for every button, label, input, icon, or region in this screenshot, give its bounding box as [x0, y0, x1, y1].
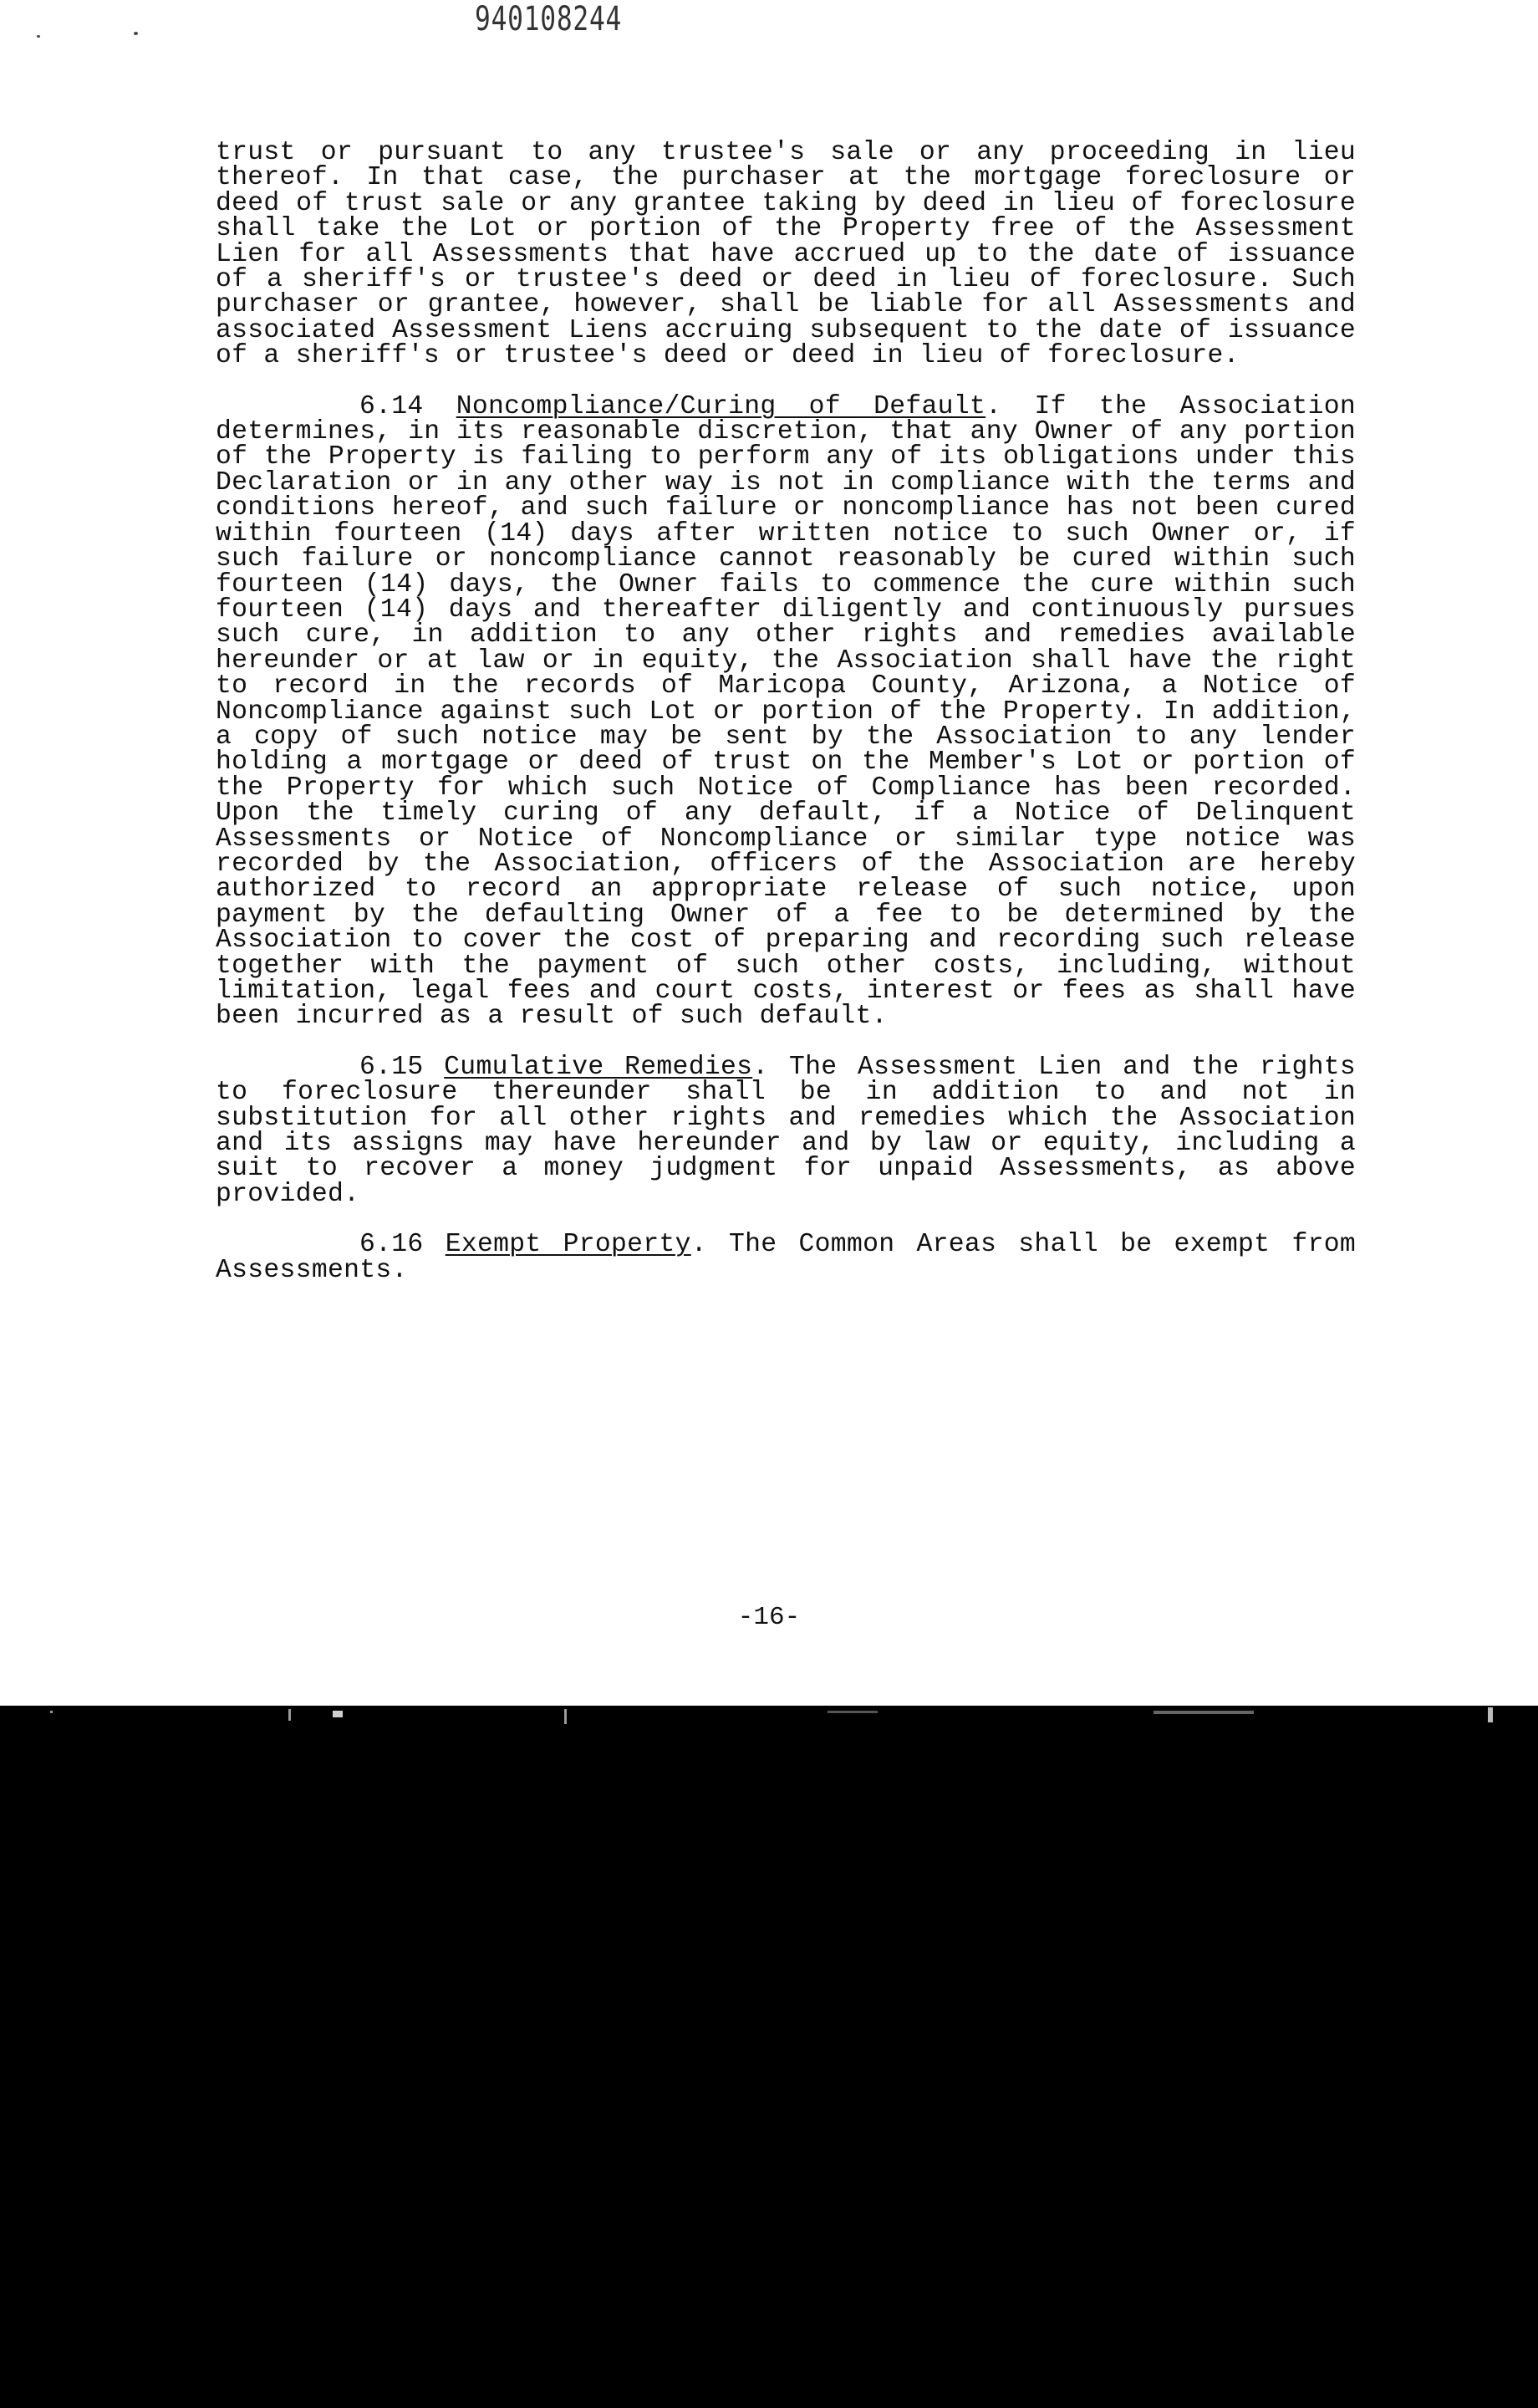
section-heading: Cumulative Remedies [444, 1052, 753, 1082]
section-text: The Common Areas shall be exempt from Assessments. [216, 1230, 1356, 1285]
page-number: -16- [737, 1603, 801, 1632]
document-recording-number: 940108244 [475, 0, 623, 38]
section-number: 6.15 [359, 1052, 424, 1082]
scan-speck [333, 1711, 343, 1717]
section-number: 6.14 [359, 391, 424, 421]
scan-speck [1154, 1711, 1254, 1714]
scan-speck [50, 1711, 53, 1713]
section-number: 6.16 [359, 1230, 424, 1260]
section-6-16: 6.16 Exempt Property. The Common Areas shall be exempt from Assessments. [216, 1230, 1356, 1285]
scan-speck [288, 1709, 291, 1721]
section-heading: Exempt Property [445, 1230, 691, 1260]
section-text: If the Association determines, in its reasonable discretion, that any Owner of any portion of the Property is failing to perform any of its obligations under this Declaration or in any other way is not in compliance with the terms and conditions hereof, and such failure or noncompliance has not been cured within fourteen (14) days after written notice to such Owner or, if such failure or noncompliance cannot reasonably be cured within such fourteen (14) days, the Owner fails to commence the cure within such fourteen (14) days and thereafter diligently and continuously pursues such cure, in addition to any other rights and remedies available hereunder or at law or in equity, the Association shall have the right to record in the records of Maricopa County, Arizona, a Notice of Noncompliance against such Lot or portion of the Property. In addition, a copy of such notice may be sent by the Association to any lender holding a mortgage or deed of trust on the Member's Lot or portion of the Property for which such Notice of Compliance has been recorded. Upon the timely curing of any default, if a Notice of Delinquent Assessments or Notice of Noncompliance or similar type notice was recorded by the Association, officers of the Association are hereby authorized to record an appropriate release of such notice, upon payment by the defaulting Owner of a fee to be determined by the Association to cover the cost of preparing and recording such release together with the payment of such other costs, including, without limitation, legal fees and court costs, interest or fees as shall have been incurred as a result of such default. [216, 391, 1356, 1032]
scan-speck [564, 1709, 567, 1724]
scan-edge-artifacts [0, 1706, 1538, 1726]
scan-speck [134, 32, 138, 35]
scan-speck [1488, 1707, 1493, 1722]
scan-speck [37, 35, 40, 38]
section-text: The Assessment Lien and the rights to foreclosure thereunder shall be in addition to and not in substitution for all other rights and remedies which the Association and its assigns may have hereunder and by law or equity, including a suit to recover a money judgment for unpaid Assessments, as above provided. [216, 1052, 1356, 1209]
section-6-15: 6.15 Cumulative Remedies. The Assessment Lien and the rights to foreclosure thereunder shall be in addition to and not in substitution for all other rights and remedies which the Association and its assigns may have hereunder and by law or equity, including a suit to recover a money judgment for unpaid Assessments, as above provided. [216, 1052, 1356, 1209]
intro-paragraph: trust or pursuant to any trustee's sale or any proceeding in lieu thereof. In that case, the purchaser at the mortgage foreclosure or deed of trust sale or any grantee taking by deed in lieu of foreclosure shall take the Lot or portion of the Property free of the Assessment Lien for all Assessments that have accrued up to the date of issuance of a sheriff's or trustee's deed or deed in lieu of foreclosure. Such purchaser or grantee, however, shall be liable for all Assessments and associated Assessment Liens accruing subsequent to the date of issuance of a sheriff's or trustee's deed or deed in lieu of foreclosure. [216, 138, 1356, 371]
page-body [216, 140, 1356, 1283]
section-heading: Noncompliance/Curing of Default [456, 391, 986, 421]
scan-black-region [0, 1706, 1538, 2408]
section-6-14: 6.14 Noncompliance/Curing of Default. If the Association determines, in its reasonable discretion, that any Owner of any portion of the Property is failing to perform any of its obligations under this Declaration or in any other way is not in compliance with the terms and conditions hereof, and such failure or noncompliance has not been cured within fourteen (14) days after written notice to such Owner or, if such failure or noncompliance cannot reasonably be cured within such fourteen (14) days, the Owner fails to commence the cure within such fourteen (14) days and thereafter diligently and continuously pursues such cure, in addition to any other rights and remedies available hereunder or at law or in equity, the Association shall have the right to record in the records of Maricopa County, Arizona, a Notice of Noncompliance against such Lot or portion of the Property. In addition, a copy of such notice may be sent by the Association to any lender holding a mortgage or deed of trust on the Member's Lot or portion of the Property for which such Notice of Compliance has been recorded. Upon the timely curing of any default, if a Notice of Delinquent Assessments or Notice of Noncompliance or similar type notice was recorded by the Association, officers of the Association are hereby authorized to record an appropriate release of such notice, upon payment by the defaulting Owner of a fee to be determined by the Association to cover the cost of preparing and recording such release together with the payment of such other costs, including, without limitation, legal fees and court costs, interest or fees as shall have been incurred as a result of such default. [216, 391, 1356, 1032]
scan-speck [828, 1711, 878, 1713]
